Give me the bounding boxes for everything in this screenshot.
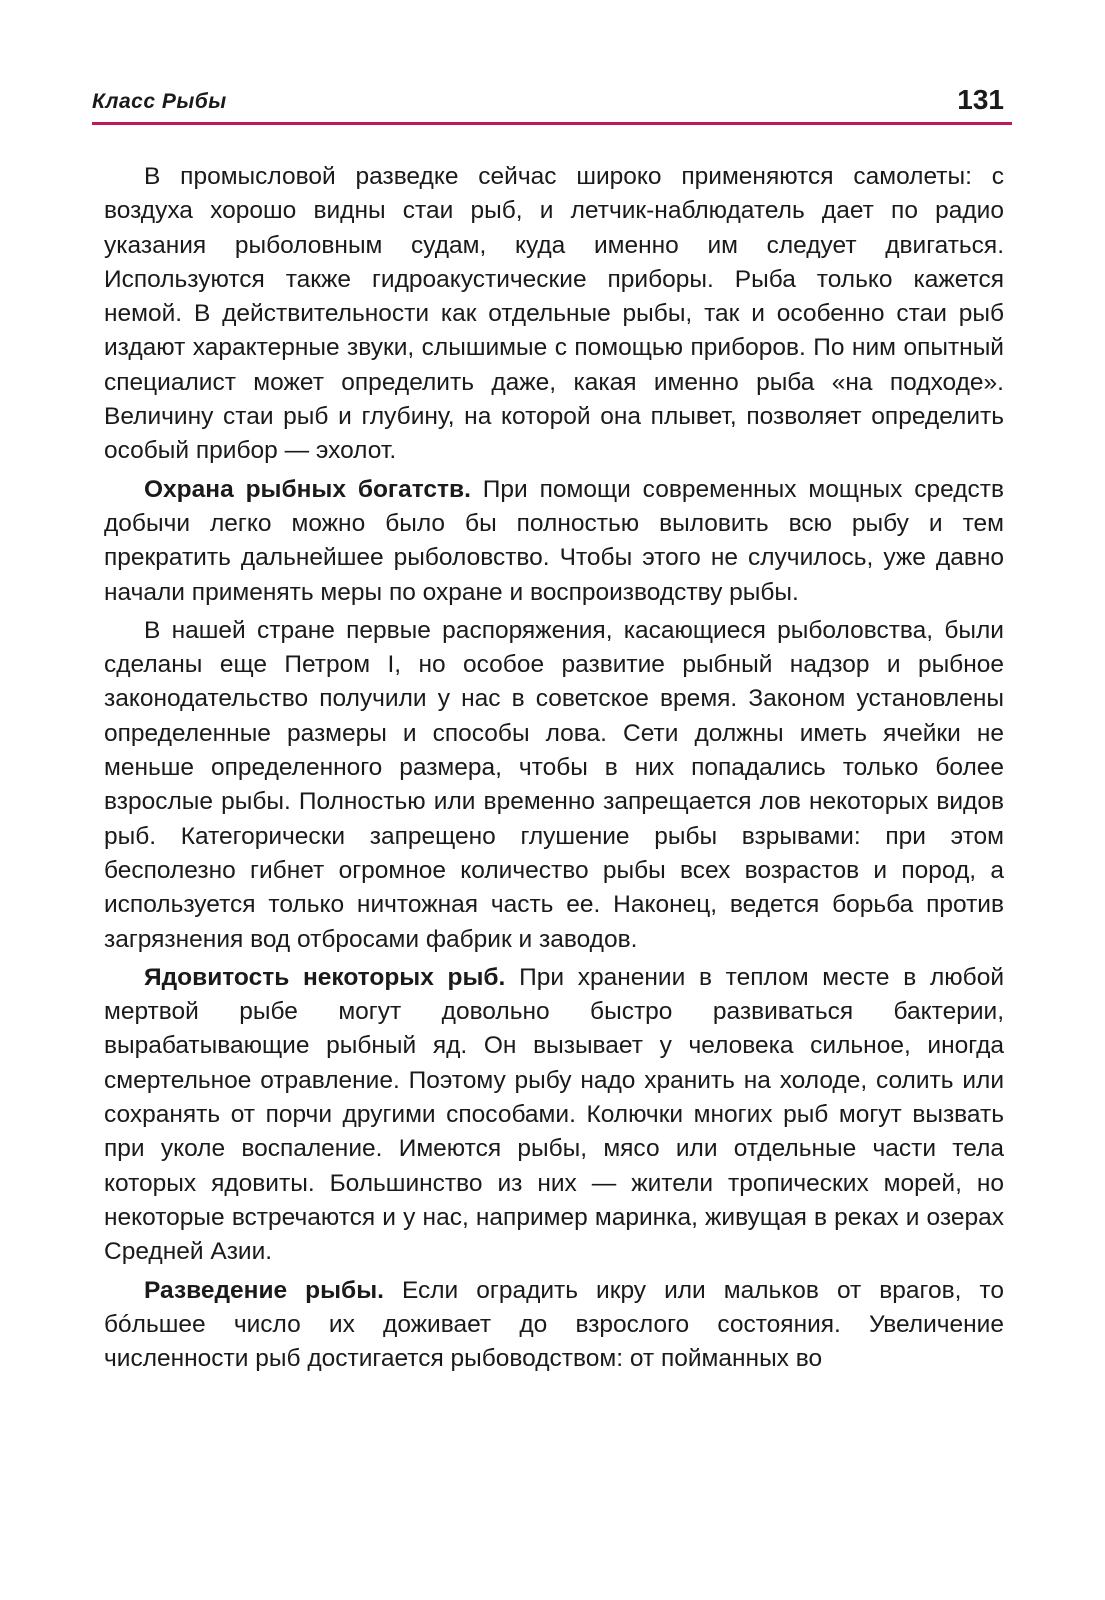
paragraph-text: В промысловой разведке сейчас широко применяются самолеты: с воздуха хорошо видны стаи рыб, и летчик-наблюдатель дает по радио указания рыболовным судам, куда именно им следует двигаться. Используются также гидроакустические приборы. Рыба только кажется немой. В действительности как отдельные рыбы, так и особенно стаи рыб издают характерные звуки, слышимые с помощью приборов. По ним опытный специалист может определить даже, какая именно рыба «на подходе». Величину стаи рыб и глубину, на которой она плывет, позволяет определить особый прибор — эхолот. — [104, 163, 1004, 465]
paragraph-text: При хранении в теплом месте в любой мертвой рыбе могут довольно быстро развиваться бактерии, вырабатывающие рыбный яд. Он вызывает у человека сильное, иногда смертельное отравление. Поэтому рыбу надо хранить на холоде, солить или сохранять от порчи другими способами. Колючки многих рыб могут вызвать при уколе воспаление. Имеются рыбы, мясо или отдельные части тела которых ядовиты. Большинство из них — жители тропических морей, но некоторые встречаются и у нас, например маринка, живущая в реках и озерах Средней Азии. — [104, 963, 1005, 1266]
paragraph-fishing-law — [104, 614, 1004, 957]
paragraph-lead: Разведение рыбы. — [144, 1276, 384, 1304]
paragraph-fish-toxicity — [104, 961, 1004, 1270]
paragraph-lead: Ядовитость некоторых рыб. — [144, 963, 506, 991]
paragraph-fish-breeding — [104, 1274, 1004, 1377]
paragraph-text: Если оградить икру или мальков от врагов, то бóльшее число их доживает до взрослого состояния. Увеличение численности рыб достигается рыбоводством: от пойманных во — [104, 1276, 1004, 1373]
page-header — [92, 84, 1012, 125]
running-title: Класс Рыбы — [92, 90, 227, 113]
paragraph-text: В нашей стране первые распоряжения, касающиеся рыболовства, были сделаны еще Петром I, но особое развитие рыбный надзор и рыбное законодательство получили у нас в советское время. Законом установлены определенные размеры и способы лова. Сети должны иметь ячейки не меньше определенного размера, чтобы в них попадались только более взрослые рыбы. Полностью или временно запрещается лов некоторых видов рыб. Категорически запрещено глушение рыбы взрывами: при этом бесполезно гибнет огромное количество рыбы всех возрастов и пород, а используется только ничтожная часть ее. Наконец, ведется борьба против загрязнения вод отбросами фабрик и заводов. — [104, 616, 1004, 953]
paragraph-lead: Охрана рыбных богатств. — [144, 475, 471, 503]
page-number: 131 — [957, 84, 1004, 115]
paragraph-aerial-scouting — [104, 160, 1004, 469]
paragraph-fish-protection — [104, 473, 1004, 610]
paragraph-text: При помощи современных мощных средств добычи легко можно было бы полностью выловить всю рыбу и тем прекратить дальнейшее рыболовство. Чтобы этого не случилось, уже давно начали применять меры по охране и воспроизводству рыбы. — [104, 475, 1004, 606]
body-text — [104, 160, 1004, 1380]
